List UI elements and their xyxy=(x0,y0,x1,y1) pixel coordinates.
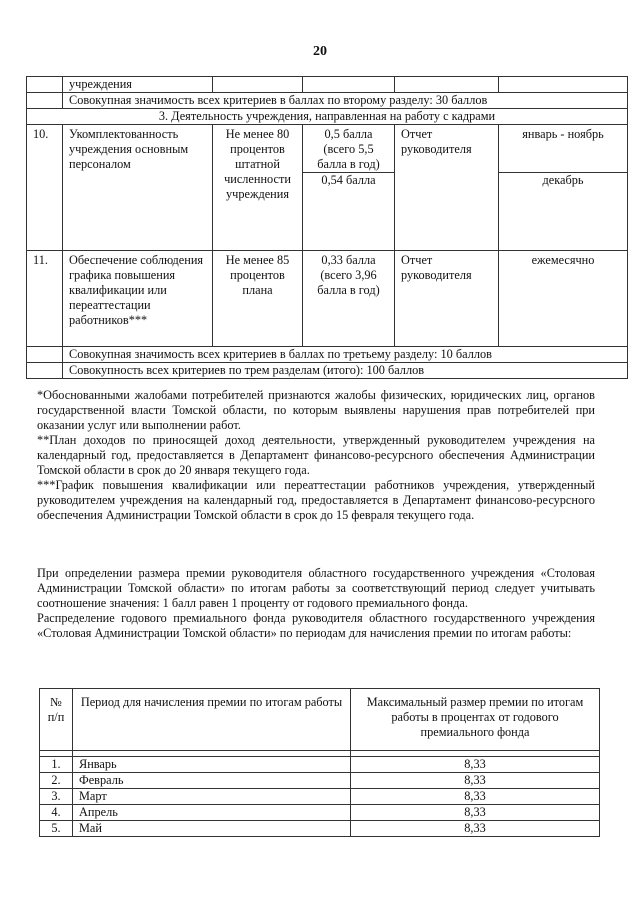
criterion-cell: Укомплектованность учреждения основным персоналом xyxy=(63,125,213,251)
paragraph: При определении размера премии руководителя областного государственного учреждения «Столовая Администрации Томской области» по итогам работы за соответствующий период следует учитывать соотношение значения: 1 балл равен 1 проценту от годового премиального фонда. xyxy=(37,566,595,610)
score-cell: 0,5 балла (всего 5,5 балла в год) xyxy=(303,125,395,173)
row-number: 3. xyxy=(40,789,73,805)
footnote: ***График повышения квалификации или переаттестации работников учреждения, утвержденный руководителем учреждения на календарный год, предоставляется в Департамент финансово-ресурсного обеспечения Администрации Томской области в срок до 15 февраля текущего года. xyxy=(37,478,595,522)
criterion-cell: учреждения xyxy=(63,77,213,93)
grand-total-row xyxy=(27,363,628,379)
score-cell: 0,33 балла (всего 3,96 балла в год) xyxy=(303,251,395,347)
table-row xyxy=(40,773,600,789)
premium-table xyxy=(39,688,600,837)
period-cell: Январь xyxy=(73,757,351,773)
period-cell: Май xyxy=(73,821,351,837)
header-max: Максимальный размер премии по итогам работы в процентах от годового премиального фонда xyxy=(351,689,600,751)
table-row xyxy=(40,757,600,773)
paragraph: Распределение годового премиального фонда руководителя областного государственного учреждения «Столовая Администрации Томской области» по периодам для начисления премии по итогам работы: xyxy=(37,611,595,640)
header-num: № п/п xyxy=(40,689,73,751)
period-cell: Март xyxy=(73,789,351,805)
report-cell: Отчет руководителя xyxy=(395,125,499,251)
table-row xyxy=(40,789,600,805)
value-cell: 8,33 xyxy=(351,821,600,837)
grand-total: Совокупность всех критериев по трем разделам (итого): 100 баллов xyxy=(63,363,628,379)
footnote: **План доходов по приносящей доход деятельности, утвержденный руководителем учреждения на календарный год, предоставляется в Департамент финансово-ресурсного обеспечения Администрации Томской области в срок до 20 января текущего года. xyxy=(37,433,595,477)
value-cell: 8,33 xyxy=(351,773,600,789)
page-number: 20 xyxy=(313,44,327,59)
criterion-cell: Обеспечение соблюдения графика повышения квалификации или переаттестации работников*** xyxy=(63,251,213,347)
footnote: *Обоснованными жалобами потребителей признаются жалобы физических, юридических лиц, органов государственной власти Томской области, по которым выявлены нарушения прав потребителей при оказании услуг или выполнении работ. xyxy=(37,388,595,432)
row-number: 1. xyxy=(40,757,73,773)
criteria-table xyxy=(26,76,628,379)
value-cell: 8,33 xyxy=(351,789,600,805)
target-cell: Не менее 80 процентов штатной численности учреждения xyxy=(213,125,303,251)
header-period: Период для начисления премии по итогам работы xyxy=(73,689,351,751)
period-cell: Апрель xyxy=(73,805,351,821)
footnotes xyxy=(37,388,595,523)
period-cell: Февраль xyxy=(73,773,351,789)
section3-header: 3. Деятельность учреждения, направленная на работу с кадрами xyxy=(27,109,628,125)
period-cell: январь - ноябрь xyxy=(499,125,628,173)
period-cell: ежемесячно xyxy=(499,251,628,347)
row-number: 2. xyxy=(40,773,73,789)
body-text xyxy=(37,566,595,641)
value-cell: 8,33 xyxy=(351,805,600,821)
table-row xyxy=(27,125,628,173)
table-row xyxy=(40,805,600,821)
value-cell: 8,33 xyxy=(351,757,600,773)
row-number: 5. xyxy=(40,821,73,837)
row-number: 10. xyxy=(27,125,63,251)
section2-total: Совокупная значимость всех критериев в баллах по второму разделу: 30 баллов xyxy=(63,93,628,109)
section3-total-row xyxy=(27,347,628,363)
table-row xyxy=(27,77,628,93)
score-cell: 0,54 балла xyxy=(303,173,395,251)
table-row xyxy=(40,821,600,837)
row-number: 4. xyxy=(40,805,73,821)
table-header-row xyxy=(40,689,600,751)
target-cell: Не менее 85 процентов плана xyxy=(213,251,303,347)
section3-total: Совокупная значимость всех критериев в баллах по третьему разделу: 10 баллов xyxy=(63,347,628,363)
section3-header-row xyxy=(27,109,628,125)
row-number: 11. xyxy=(27,251,63,347)
report-cell: Отчет руководителя xyxy=(395,251,499,347)
section2-total-row xyxy=(27,93,628,109)
period-cell: декабрь xyxy=(499,173,628,251)
table-row xyxy=(27,251,628,347)
